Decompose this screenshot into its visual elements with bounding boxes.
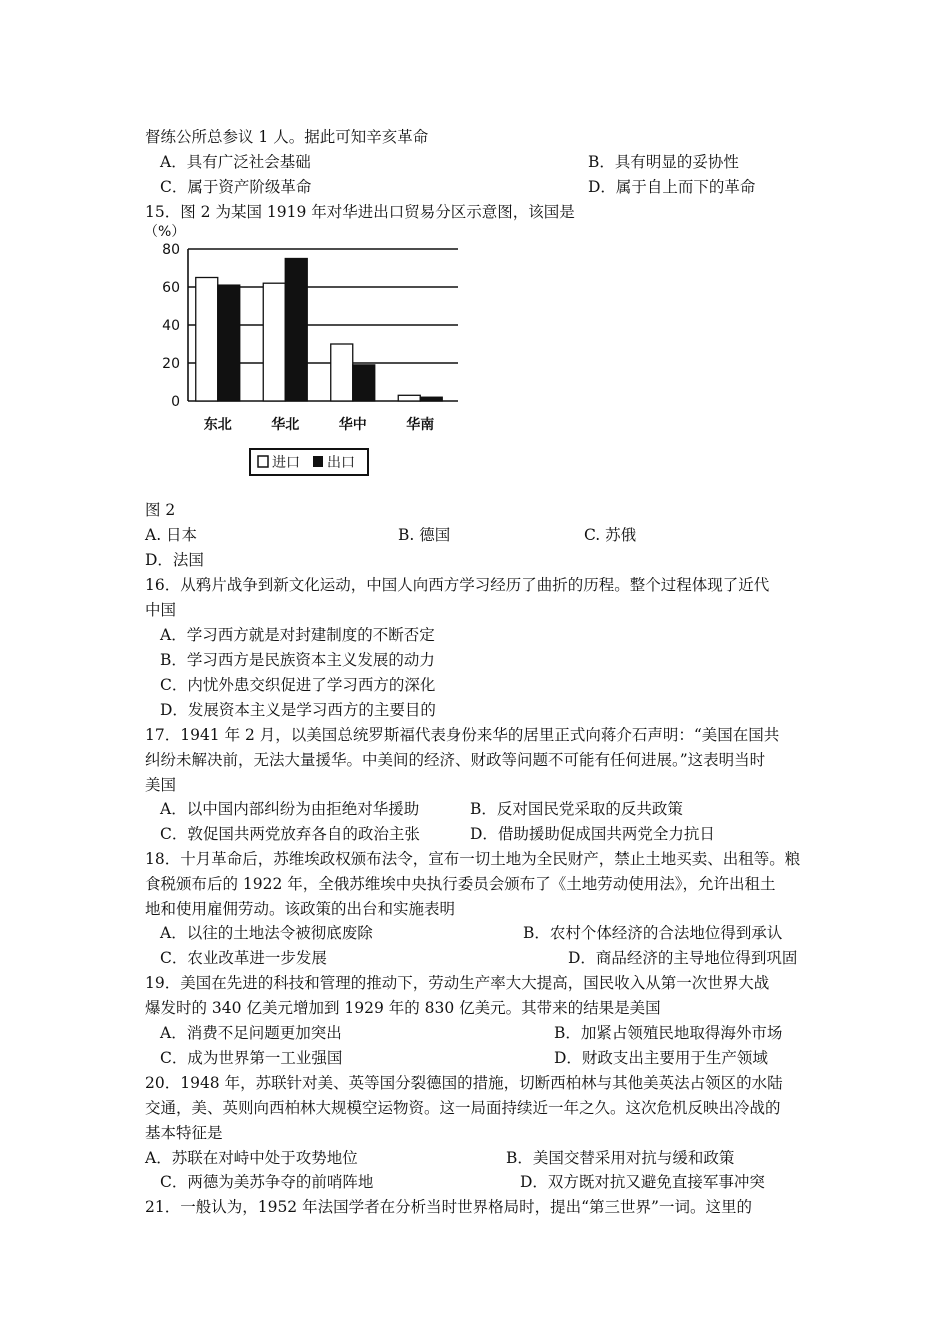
- q20-option-d: D．双方既对抗又避免直接军事冲突: [520, 1173, 765, 1191]
- q20-option-c: C．两德为美苏争夺的前哨阵地: [160, 1173, 374, 1191]
- q20-stem-line-2: 交通，美、英则向西柏林大规模空运物资。这一局面持续近一年之久。这次危机反映出冷战的: [145, 1099, 781, 1117]
- q19-option-d: D．财政支出主要用于生产领域: [554, 1049, 768, 1067]
- q16-stem-line-2: 中国: [145, 601, 177, 619]
- q17-option-d: D．借助援助促成国共两党全力抗日: [470, 825, 715, 843]
- q14-option-a: A．具有广泛社会基础: [160, 153, 311, 171]
- q18-option-b: B．农村个体经济的合法地位得到承认: [523, 924, 783, 942]
- q15-option-a: A. 日本: [145, 526, 198, 544]
- legend-label-import: 进口: [272, 455, 300, 471]
- bar-export: [285, 259, 307, 402]
- q18-stem-line-2: 食税颁布后的 1922 年，全俄苏维埃中央执行委员会颁布了《土地劳动使用法》，允许出租土: [145, 875, 776, 893]
- trade-bar-chart: [144, 222, 470, 482]
- bar-import: [331, 344, 353, 401]
- q15-stem: 15．图 2 为某国 1919 年对华进出口贸易分区示意图，该国是: [145, 203, 575, 221]
- chart-y-axis-label: （%）: [144, 224, 186, 240]
- q19-stem-line-1: 19．美国在先进的科技和管理的推动下，劳动生产率大大提高，国民收入从第一次世界大战: [145, 974, 770, 992]
- q18-stem-line-3: 地和使用雇佣劳动。该政策的出台和实施表明: [145, 900, 456, 918]
- bar-import: [196, 278, 218, 402]
- q16-option-c: C．内忧外患交织促进了学习西方的深化: [160, 676, 436, 694]
- q19-option-a: A．消费不足问题更加突出: [160, 1024, 342, 1042]
- y-tick-label: 60: [162, 280, 180, 296]
- x-tick-label: 华中: [338, 417, 367, 433]
- q14-stem-tail: 督练公所总参议 1 人。据此可知辛亥革命: [145, 128, 429, 146]
- bar-export: [420, 397, 442, 401]
- q18-option-a: A．以往的土地法令被彻底废除: [160, 924, 373, 942]
- bar-export: [353, 365, 375, 401]
- q20-option-a: A．苏联在对峙中处于攻势地位: [145, 1149, 358, 1167]
- q18-stem-line-1: 18．十月革命后，苏维埃政权颁布法令，宣布一切土地为全民财产，禁止土地买卖、出租等。粮: [145, 850, 801, 868]
- q14-option-b: B．具有明显的妥协性: [588, 153, 739, 171]
- q16-option-a: A．学习西方就是对封建制度的不断否定: [160, 626, 435, 644]
- x-tick-label: 华北: [271, 417, 300, 433]
- y-tick-label: 20: [162, 356, 180, 372]
- chart-x-ticks: [204, 416, 435, 433]
- chart-legend: [250, 449, 368, 475]
- q16-option-b: B．学习西方是民族资本主义发展的动力: [160, 651, 435, 669]
- x-tick-label: 华南: [406, 417, 435, 433]
- bar-import: [398, 395, 420, 401]
- q20-option-b: B．美国交替采用对抗与缓和政策: [506, 1149, 735, 1167]
- q17-stem-line-2: 纠纷未解决前，无法大量援华。中美间的经济、财政等问题不可能有任何进展。”这表明当时: [145, 751, 766, 769]
- q15-option-c: C. 苏俄: [584, 526, 637, 544]
- q20-stem-line-1: 20．1948 年，苏联针对美、英等国分裂德国的措施，切断西柏林与其他美英法占领区的水陆: [145, 1074, 783, 1092]
- q15-figure-caption: 图 2: [145, 501, 176, 519]
- bar-export: [218, 285, 240, 401]
- y-tick-label: 80: [162, 242, 180, 258]
- y-tick-label: 0: [171, 394, 180, 410]
- q18-option-d: D．商品经济的主导地位得到巩固: [568, 949, 798, 967]
- q18-option-c: C．农业改革进一步发展: [160, 949, 327, 967]
- legend-swatch-export: [313, 456, 323, 467]
- q14-option-c: C．属于资产阶级革命: [160, 178, 312, 196]
- q17-option-c: C．敦促国共两党放弃各自的政治主张: [160, 825, 420, 843]
- q16-stem-line-1: 16．从鸦片战争到新文化运动，中国人向西方学习经历了曲折的历程。整个过程体现了近代: [145, 576, 770, 594]
- q19-stem-line-2: 爆发时的 340 亿美元增加到 1929 年的 830 亿美元。其带来的结果是美国: [145, 999, 661, 1017]
- q17-option-b: B．反对国民党采取的反共政策: [470, 800, 683, 818]
- chart-bars: [196, 259, 443, 402]
- x-tick-label: 东北: [203, 417, 232, 433]
- bar-import: [263, 283, 285, 401]
- q17-option-a: A．以中国内部纠纷为由拒绝对华援助: [160, 800, 420, 818]
- q14-option-d: D．属于自上而下的革命: [588, 178, 756, 196]
- legend-label-export: 出口: [327, 455, 355, 471]
- q16-option-d: D．发展资本主义是学习西方的主要目的: [160, 701, 436, 719]
- legend-swatch-import: [258, 456, 268, 467]
- chart-y-ticks: [162, 242, 180, 410]
- q19-option-c: C．成为世界第一工业强国: [160, 1049, 343, 1067]
- q15-option-d: D．法国: [145, 551, 204, 569]
- q17-stem-line-3: 美国: [145, 776, 177, 794]
- q17-stem-line-1: 17．1941 年 2 月，以美国总统罗斯福代表身份来华的居里正式向蒋介石声明：“美国在国共: [145, 726, 780, 744]
- q21-stem-line-1: 21．一般认为，1952 年法国学者在分析当时世界格局时，提出“第三世界”一词。这里的: [145, 1198, 752, 1216]
- q20-stem-line-3: 基本特征是: [145, 1124, 223, 1142]
- y-tick-label: 40: [162, 318, 180, 334]
- q19-option-b: B．加紧占领殖民地取得海外市场: [554, 1024, 783, 1042]
- q15-option-b: B. 德国: [398, 526, 451, 544]
